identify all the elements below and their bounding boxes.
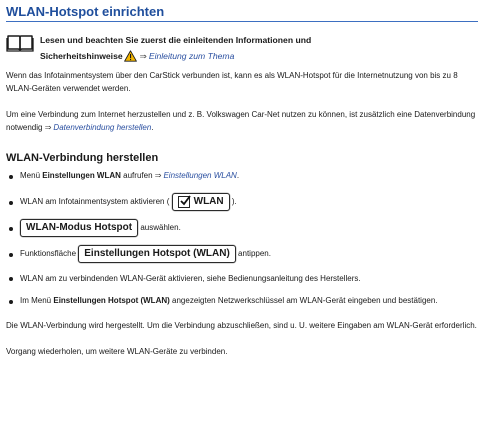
result-paragraph: Die WLAN-Verbindung wird hergestellt. Um die Verbindung abzuschließen, sind u. U. weitere Eingaben am WLAN-Gerät erforderlich. (6, 320, 477, 330)
safety-notice (6, 32, 478, 64)
hotspot-settings-button: Einstellungen Hotspot (WLAN) (78, 245, 236, 263)
list-item: Funktionsfläche Einstellungen Hotspot (WLAN) antippen. (6, 245, 478, 263)
repeat-paragraph: Vorgang wiederholen, um weitere WLAN-Geräte zu verbinden. (6, 347, 228, 356)
list-item: WLAN am Infotainmentsystem aktivieren ( WLAN ). (6, 193, 478, 211)
data-connection-link[interactable]: Datenverbindung herstellen (53, 122, 152, 132)
document-page (6, 4, 478, 359)
wlan-settings-link[interactable]: Einstellungen WLAN (163, 171, 237, 180)
list-item: WLAN-Modus Hotspot auswählen. (6, 219, 478, 237)
intro-topic-link[interactable]: Einleitung zum Thema (148, 51, 235, 61)
menu-name: Einstellungen Hotspot (WLAN) (53, 296, 170, 305)
list-item: WLAN am zu verbindenden WLAN-Gerät aktivieren, siehe Bedienungsanleitung des Herstellers. (6, 273, 478, 286)
list-item: Menü Einstellungen WLAN aufrufen ⇒ Einstellungen WLAN. (6, 170, 478, 183)
link-arrow: ⇒ (154, 171, 162, 180)
wlan-mode-hotspot-button: WLAN-Modus Hotspot (20, 219, 138, 237)
section-title: WLAN-Verbindung herstellen (6, 152, 159, 164)
page-title: WLAN-Hotspot einrichten (6, 4, 478, 22)
wlan-toggle-button: WLAN (172, 193, 230, 211)
open-book-icon (6, 33, 34, 53)
step-list (6, 170, 478, 308)
intro-paragraph-2-text: Um eine Verbindung zum Internet herzustellen und z. B. Volkswagen Car-Net nutzen zu können, ist zusätzlich eine Datenverbindung notwendig (6, 110, 476, 132)
intro-paragraph-2: Um eine Verbindung zum Internet herzustellen und z. B. Volkswagen Car-Net nutzen zu können, ist zusätzlich eine Datenverbindung notwendig ⇒ Datenverbindung herstellen. (6, 110, 476, 132)
link-arrow: ⇒ (44, 122, 52, 132)
checkbox-checked-icon (178, 196, 190, 208)
notice-line-2: Sicherheitshinweise (40, 51, 123, 61)
warning-triangle-icon (124, 50, 137, 62)
menu-name: Einstellungen WLAN (42, 171, 121, 180)
intro-paragraph-1: Wenn das Infotainmentsystem über den CarStick verbunden ist, kann es als WLAN-Hotspot für die Internetnutzung von bis zu 8 WLAN-Geräten verwendet werden. (6, 71, 458, 93)
link-arrow: ⇒ (139, 51, 147, 61)
list-item: Im Menü Einstellungen Hotspot (WLAN) angezeigten Netzwerkschlüssel am WLAN-Gerät eingeben und bestätigen. (6, 295, 478, 308)
notice-line-1: Lesen und beachten Sie zuerst die einleitenden Informationen und (40, 35, 312, 45)
